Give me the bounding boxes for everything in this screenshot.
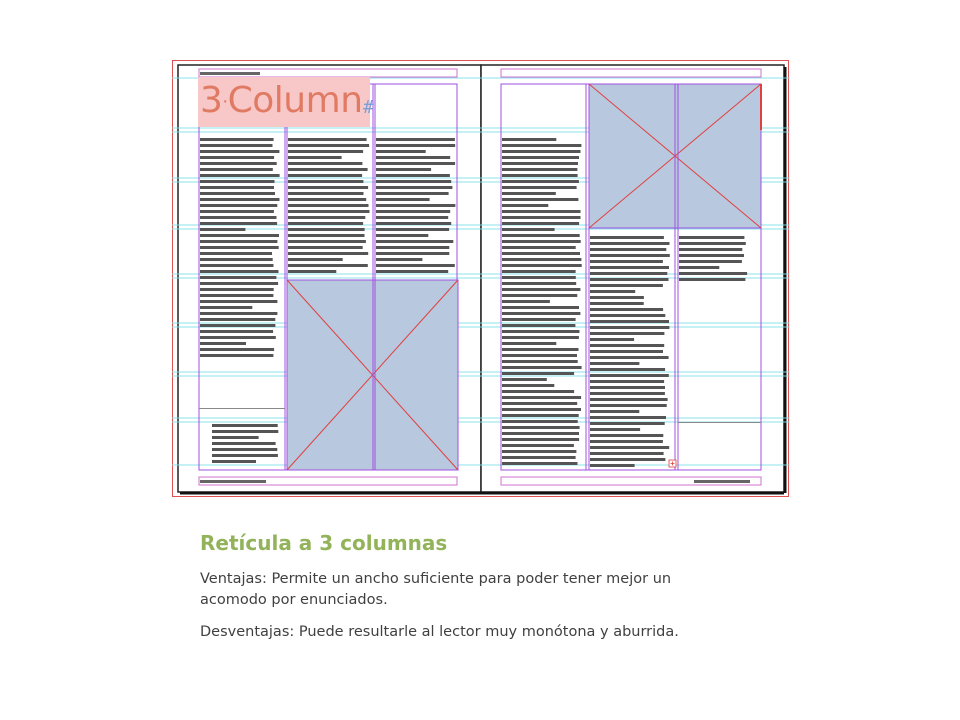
text-line (590, 284, 663, 287)
text-line (376, 246, 449, 249)
text-line (200, 264, 274, 267)
text-line (590, 362, 639, 365)
text-line (502, 438, 579, 441)
text-line (590, 242, 670, 245)
text-line (502, 174, 578, 177)
text-line (590, 374, 669, 377)
caption-advantages: Ventajas: Permite un ancho suficiente para poder tener mejor un acomodo por enunciados. (200, 571, 672, 608)
text-line (288, 270, 336, 273)
text-line (288, 144, 369, 147)
text-line (200, 300, 277, 303)
text-line (590, 344, 664, 347)
text-line (590, 248, 666, 251)
text-line (502, 222, 579, 225)
text-line (376, 210, 450, 213)
text-line (200, 252, 272, 255)
text-line (288, 138, 367, 141)
text-line (212, 448, 277, 451)
text-line (502, 378, 547, 381)
text-line (502, 426, 580, 429)
text-line (376, 138, 455, 141)
text-line (590, 410, 639, 413)
text-line (200, 336, 276, 339)
text-line (200, 216, 277, 219)
text-line (679, 242, 746, 245)
text-line (200, 288, 274, 291)
text-line (376, 240, 453, 243)
text-line (376, 168, 431, 171)
text-line (502, 162, 578, 165)
text-line (590, 398, 668, 401)
text-line (679, 236, 744, 239)
text-line (590, 266, 669, 269)
text-line (376, 156, 450, 159)
text-line (288, 240, 366, 243)
text-line (590, 392, 665, 395)
placeholder-x-icon (287, 280, 458, 470)
text-line (679, 254, 744, 257)
text-line (502, 240, 581, 243)
text-line (502, 360, 578, 363)
text-line (288, 180, 363, 183)
text-line (502, 282, 576, 285)
text-line (288, 258, 343, 261)
text-line (502, 456, 576, 459)
text-line (502, 444, 574, 447)
text-line (288, 168, 368, 171)
text-line (590, 458, 665, 461)
text-line (502, 318, 576, 321)
text-line (502, 324, 575, 327)
heading-number: 3 (200, 80, 223, 121)
text-line (200, 276, 276, 279)
text-line (502, 276, 576, 279)
text-line (288, 210, 370, 213)
text-line (502, 138, 556, 141)
text-line (212, 442, 276, 445)
text-line (200, 312, 277, 315)
text-line (288, 198, 366, 201)
text-line (502, 144, 581, 147)
text-line (502, 186, 577, 189)
text-line (590, 368, 665, 371)
text-line (376, 144, 455, 147)
text-line (376, 216, 448, 219)
text-line (502, 366, 582, 369)
text-line (679, 248, 742, 251)
text-line (288, 186, 368, 189)
text-line (590, 386, 665, 389)
text-line (502, 348, 579, 351)
text-line (590, 404, 667, 407)
text-line (502, 258, 581, 261)
text-line (200, 348, 274, 351)
text-line (502, 210, 581, 213)
text-line (590, 464, 635, 467)
text-line (590, 272, 667, 275)
text-line (590, 254, 670, 257)
text-line (200, 150, 279, 153)
text-line (502, 294, 577, 297)
text-line (288, 228, 365, 231)
text-line (200, 186, 274, 189)
text-line (590, 308, 663, 311)
text-line (679, 272, 747, 275)
caption-title: Retícula a 3 columnas (200, 531, 448, 555)
text-line (502, 354, 577, 357)
text-line (288, 246, 363, 249)
text-line (590, 380, 664, 383)
placeholder-x-icon (589, 84, 761, 228)
text-line (200, 258, 273, 261)
text-line (288, 162, 362, 165)
text-line (502, 192, 556, 195)
text-line (376, 186, 452, 189)
text-line (502, 450, 576, 453)
text-line (376, 174, 450, 177)
text-line (288, 204, 369, 207)
text-line (502, 180, 579, 183)
text-line (376, 270, 448, 273)
text-line (200, 180, 275, 183)
spread-heading (200, 80, 363, 121)
text-line (212, 424, 278, 427)
text-line (376, 258, 422, 261)
text-line (200, 240, 277, 243)
text-line (200, 162, 277, 165)
text-line (590, 440, 663, 443)
text-line (376, 222, 451, 225)
text-line (590, 278, 669, 281)
text-line (212, 454, 278, 457)
text-line (200, 228, 245, 231)
text-line (288, 174, 362, 177)
text-line (502, 156, 579, 159)
text-line (200, 168, 273, 171)
text-line (590, 416, 666, 419)
text-line (590, 290, 635, 293)
text-line (288, 252, 368, 255)
text-line (590, 314, 665, 317)
text-line (679, 266, 719, 269)
text-line (502, 270, 576, 273)
text-line (288, 222, 363, 225)
text-line (376, 198, 430, 201)
caption-disadvantages: Desventajas: Puede resultarle al lector muy monótona y aburrida. (200, 624, 679, 640)
heading-dot: · (222, 91, 228, 113)
text-line (200, 192, 275, 195)
text-line (376, 150, 426, 153)
text-line (679, 278, 745, 281)
text-line (200, 246, 279, 249)
text-line (200, 144, 273, 147)
text-line (502, 288, 580, 291)
text-line (590, 350, 663, 353)
text-line (200, 294, 273, 297)
text-line (288, 234, 365, 237)
text-line (502, 390, 574, 393)
text-line (502, 330, 580, 333)
text-line (590, 302, 644, 305)
text-line (200, 204, 277, 207)
text-line (212, 436, 259, 439)
text-line (288, 216, 365, 219)
text-line (502, 312, 580, 315)
text-line (502, 198, 578, 201)
heading-mark: # (363, 97, 374, 118)
text-line (502, 216, 581, 219)
text-line (502, 168, 577, 171)
text-line (376, 252, 449, 255)
text-line (502, 408, 581, 411)
text-line (288, 156, 342, 159)
text-line (590, 434, 663, 437)
text-line (200, 138, 274, 141)
text-line (502, 396, 581, 399)
text-line (502, 432, 579, 435)
text-line (590, 260, 663, 263)
text-line (590, 446, 669, 449)
text-line (376, 264, 455, 267)
text-line (502, 300, 550, 303)
text-line (502, 228, 555, 231)
text-line (200, 306, 252, 309)
text-line (590, 338, 634, 341)
text-line (502, 384, 554, 387)
text-line (200, 174, 280, 177)
text-line (200, 324, 275, 327)
text-line (590, 296, 644, 299)
text-line (376, 234, 428, 237)
text-line (502, 150, 581, 153)
text-line (200, 342, 246, 345)
text-line (502, 414, 579, 417)
text-line (200, 270, 279, 273)
text-line (288, 192, 364, 195)
text-line (376, 228, 449, 231)
text-line (212, 460, 256, 463)
text-line (200, 222, 277, 225)
text-line (200, 330, 273, 333)
text-line (200, 282, 278, 285)
text-line (502, 306, 579, 309)
heading-word: Column (227, 80, 363, 121)
text-line (200, 234, 279, 237)
text-line (590, 428, 640, 431)
text-line (590, 236, 664, 239)
text-line (590, 326, 669, 329)
text-line (502, 252, 580, 255)
text-line (502, 234, 580, 237)
text-line (200, 156, 274, 159)
overset-plus-icon (669, 460, 676, 467)
text-line (288, 150, 363, 153)
text-line (200, 210, 274, 213)
text-line (590, 332, 664, 335)
text-line (376, 162, 455, 165)
text-line (590, 452, 664, 455)
text-line (200, 354, 273, 357)
text-line (502, 372, 574, 375)
text-line (502, 420, 578, 423)
text-line (200, 198, 280, 201)
text-line (376, 192, 449, 195)
text-line (590, 356, 669, 359)
text-line (376, 204, 455, 207)
text-line (502, 264, 582, 267)
text-line (590, 422, 665, 425)
text-line (502, 462, 578, 465)
text-line (376, 180, 451, 183)
text-line (590, 320, 669, 323)
text-line (502, 342, 556, 345)
text-line (502, 336, 579, 339)
text-line (502, 204, 548, 207)
text-line (679, 260, 742, 263)
text-line (288, 264, 368, 267)
text-line (212, 430, 278, 433)
text-line (502, 246, 576, 249)
text-line (200, 318, 275, 321)
text-line (502, 402, 577, 405)
